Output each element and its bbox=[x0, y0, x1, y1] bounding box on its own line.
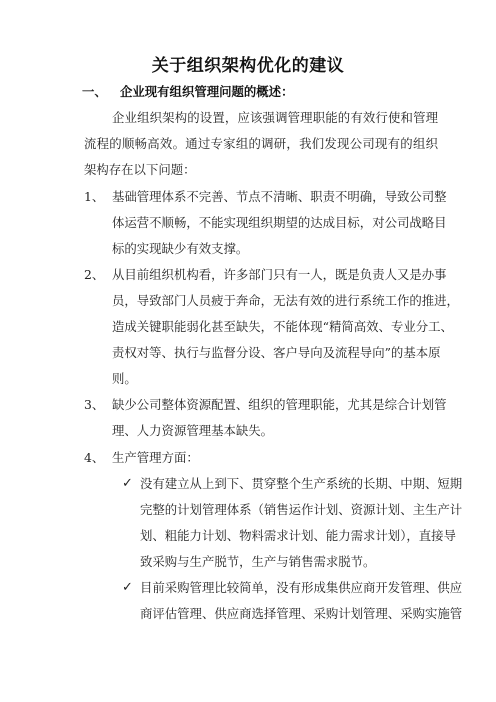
section-heading: 企业现有组织管理问题的概述： bbox=[120, 84, 294, 99]
bullet-line: 没有建立从上到下、贯穿整个生产系统的长期、中期、短期 bbox=[140, 476, 463, 491]
list-item-line: 造成关键职能弱化甚至缺失，不能体现“精简高效、专业分工、 bbox=[112, 319, 453, 334]
list-item-number: 1、 bbox=[84, 189, 105, 204]
list-item-line: 则。 bbox=[112, 371, 137, 386]
list-item-number: 4、 bbox=[84, 450, 105, 465]
list-item-line: 生产管理方面： bbox=[112, 450, 199, 465]
list-item-line: 员，导致部门人员疲于奔命，无法有效的进行系统工作的推进， bbox=[112, 293, 459, 308]
paragraph-line: 架构存在以下问题： bbox=[84, 162, 196, 177]
list-item-line: 从目前组织机构看，许多部门只有一人，既是负责人又是办事 bbox=[112, 267, 447, 282]
bullet-line: 目前采购管理比较简单，没有形成集供应商开发管理、供应 bbox=[140, 580, 463, 595]
list-item-line: 基础管理体系不完善、节点不清晰、职责不明确，导致公司整 bbox=[112, 189, 447, 204]
list-item-number: 2、 bbox=[84, 267, 105, 282]
paragraph-line: 流程的顺畅高效。通过专家组的调研，我们发现公司现有的组织 bbox=[84, 136, 438, 151]
paragraph-line: 企业组织架构的设置，应该强调管理职能的有效行使和管理 bbox=[112, 110, 438, 125]
document-title: 关于组织架构优化的建议 bbox=[151, 56, 345, 76]
list-item-line: 理、人力资源管理基本缺失。 bbox=[112, 423, 274, 438]
checkmark-icon: ✓ bbox=[122, 476, 133, 491]
list-item-number: 3、 bbox=[84, 397, 105, 412]
list-item-line: 体运营不顺畅，不能实现组织期望的达成目标，对公司战略目 bbox=[112, 215, 447, 230]
list-item-line: 缺少公司整体资源配置、组织的管理职能，尤其是综合计划管 bbox=[112, 397, 447, 412]
bullet-line: 划、粗能力计划、物料需求计划、能力需求计划），直接导 bbox=[140, 528, 456, 543]
list-item-line: 责权对等、执行与监督分设、客户导向及流程导向”的基本原 bbox=[112, 345, 441, 360]
checkmark-icon: ✓ bbox=[122, 580, 133, 595]
section-number: 一、 bbox=[82, 84, 107, 99]
list-item-line: 标的实现缺少有效支撑。 bbox=[112, 241, 249, 256]
bullet-line: 致采购与生产脱节，生产与销售需求脱节。 bbox=[140, 554, 376, 569]
bullet-line: 商评估管理、供应商选择管理、采购计划管理、采购实施管 bbox=[140, 606, 463, 621]
bullet-line: 完整的计划管理体系（销售运作计划、资源计划、主生产计 bbox=[140, 502, 463, 517]
